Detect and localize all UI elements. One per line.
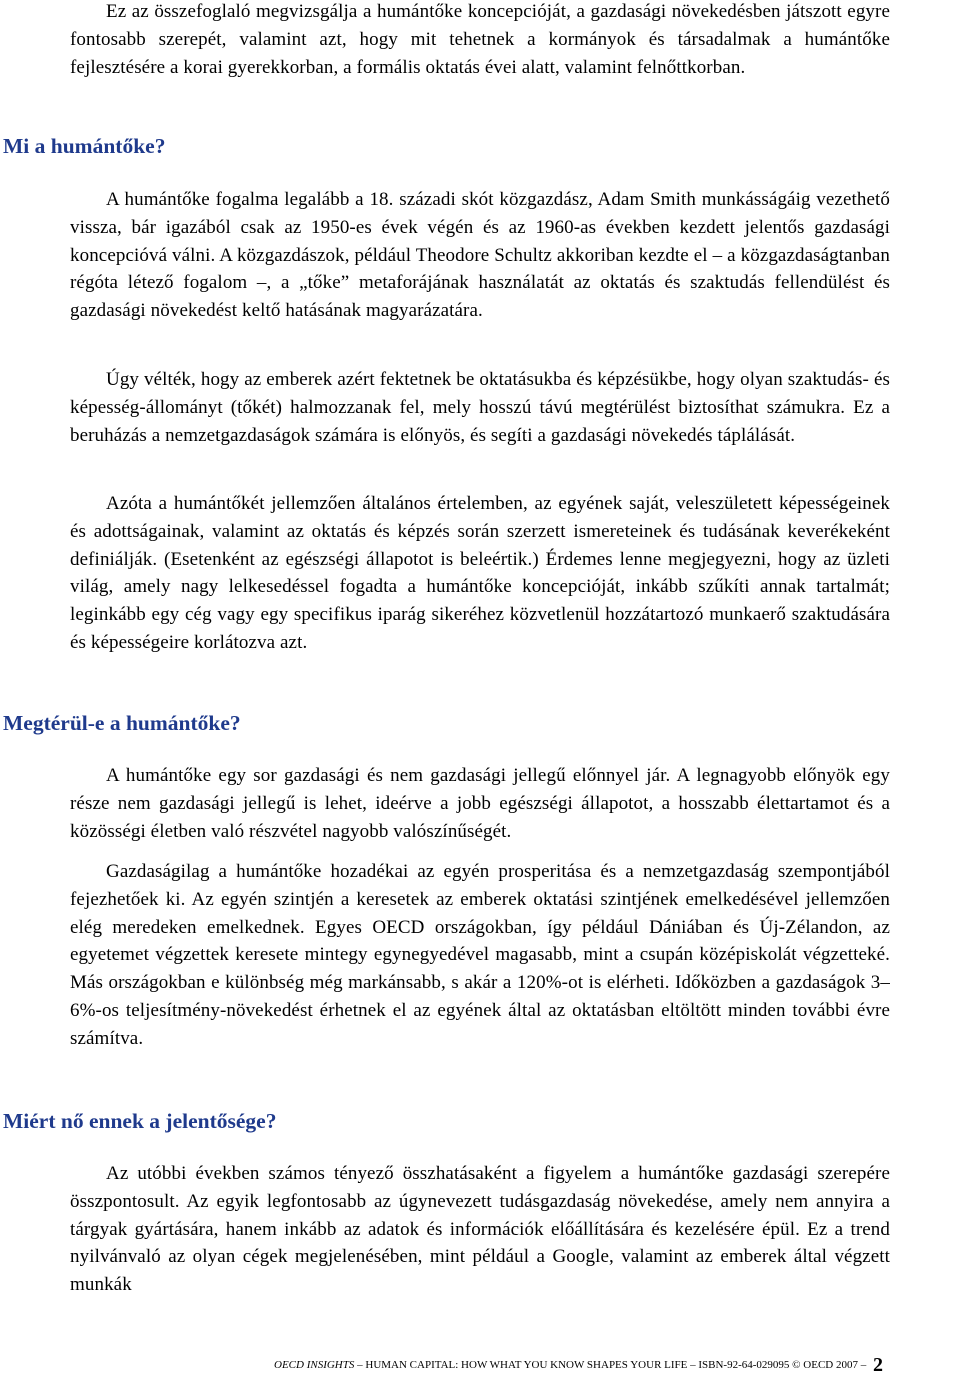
- heading-what-is-human-capital: Mi a humántőke?: [3, 134, 166, 158]
- footer-separator: –: [857, 1359, 869, 1371]
- paragraph-investment: Úgy vélték, hogy az emberek azért fektetnek be oktatásukba és képzésükbe, hogy olyan szaktudás- és képesség-állományt (tőkét) halmozzanak fel, mely hosszú távú megtérülést biztosíthat számukra. Ez a beruházás a nemzetgazdaságok számára is előnyös, és segíti a gazdasági növekedés táplálását.: [70, 369, 890, 446]
- heading-does-it-pay: Megtérül-e a humántőke?: [3, 711, 241, 735]
- footer-series-name: OECD INSIGHTS: [274, 1359, 355, 1371]
- heading-why-growing-importance: Miért nő ennek a jelentősége?: [3, 1109, 277, 1133]
- paragraph-definition-modern: Azóta a humántőkét jellemzően általános értelemben, az egyének saját, veleszületett képességeinek és adottságainak, valamint az oktatás és képzés során szerzett ismereteinek és tudásának keverékeként definiálják. (Esetenként az egészségi állapotot is beleértik.) Érdemes lenne megjegyezni, hogy az üzleti világ, amely nagy lelkesedéssel fogadta a humántőke koncepcióját, inkább szűkíti annak tartalmát; leginkább egy cég vagy egy specifikus iparág sikeréhez közvetlenül hozzátartozó munkaerő szaktudására és képességeire korlátozva azt.: [70, 493, 890, 653]
- page-footer: [274, 1354, 883, 1376]
- footer-separator: –: [687, 1359, 699, 1371]
- footer-isbn-copyright: ISBN-92-64-029095 © OECD 2007: [698, 1359, 858, 1371]
- footer-book-title: HUMAN CAPITAL: HOW WHAT YOU KNOW SHAPES YOUR LIFE: [365, 1359, 688, 1371]
- paragraph-benefits: A humántőke egy sor gazdasági és nem gazdasági jellegű előnnyel jár. A legnagyobb előnyök egy része nem gazdasági jellegű is lehet, ideérve a jobb egészségi állapotot, a hosszabb élettartamot és a közösségi életben való részvétel nagyobb valószínűségét.: [70, 765, 890, 842]
- intro-paragraph: Ez az összefoglaló megvizsgálja a humántőke koncepcióját, a gazdasági növekedésben játszott egyre fontosabb szerepét, valamint azt, hogy mit tehetnek a kormányok és társadalmak a humántőke fejlesztésére a korai gyerekkorban, a formális oktatás évei alatt, valamint felnőttkorban.: [70, 1, 890, 78]
- page-number: 2: [872, 1354, 883, 1376]
- paragraph-economic-returns: Gazdaságilag a humántőke hozadékai az egyén prosperitása és a nemzetgazdaság szempontjából fejezhetőek ki. Az egyén szintjén a keresetek az emberek oktatási szintjének emelkedésével jellemzően elég meredeken emelkednek. Egyes OECD országokban, így például Dániában és Új-Zélandon, az egyetemet végzettek keresete mintegy egynegyedével magasabb, mint a csupán középiskolát végzetteké. Más országokban e különbség még markánsabb, s akár a 120%-ot is elérheti. Időközben a gazdaságok 3–6%-os teljesítmény-növekedést érhetnek el az egyének által az oktatásban eltöltött minden további évre számítva.: [70, 861, 890, 1049]
- paragraph-knowledge-economy: Az utóbbi években számos tényező összhatásaként a figyelem a humántőke gazdasági szerepére összpontosult. Az egyik legfontosabb az úgynevezett tudásgazdaság növekedése, amely nem annyira a tárgyak gyártására, hanem inkább az adatok és információk előállítására és kezelésére épül. Ez a trend nyilvánvaló az olyan cégek megjelenésében, mint például a Google, valamint az emberek által végzett munkák: [70, 1163, 890, 1296]
- footer-separator: –: [354, 1359, 366, 1371]
- paragraph-definition-history: A humántőke fogalma legalább a 18. századi skót közgazdász, Adam Smith munkásságáig vezethető vissza, bár igazából csak az 1950-es évek végén és az 1960-as években kezdett jelentős gazdasági koncepcióvá válni. A közgazdászok, például Theodore Schultz akkoriban kezdte el – a közgazdaságtanban régóta létező fogalom –, a „tőke” metaforájának használatát az oktatás és szaktudás fellendülést és gazdasági növekedést keltő hatásának magyarázatára.: [70, 189, 890, 322]
